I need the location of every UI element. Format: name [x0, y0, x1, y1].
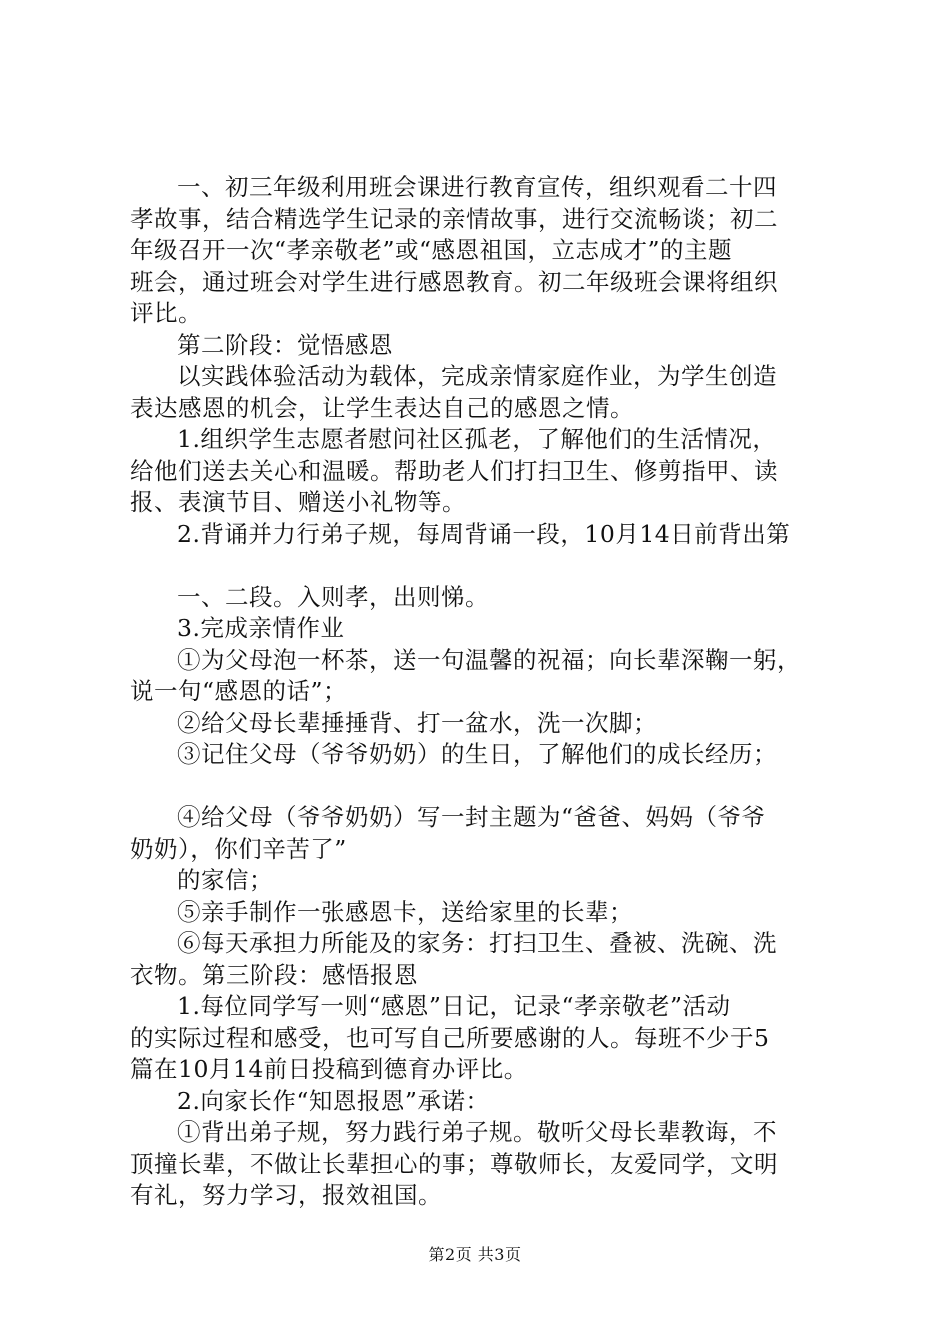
list-item: ①背出弟子规，努力践行弟子规。敬听父母长辈教诲，不 — [177, 1118, 777, 1146]
list-item: ③记住父母（爷爷奶奶）的生日，了解他们的成长经历； — [177, 740, 777, 768]
paragraph-line: 表达感恩的机会，让学生表达自己的感恩之情。 — [130, 393, 634, 422]
paragraph-line: 以实践体验活动为载体，完成亲情家庭作业，为学生创造 — [177, 362, 777, 390]
list-item: 1.组织学生志愿者慰问社区孤老，了解他们的生活情况， — [177, 425, 777, 453]
document-body — [130, 172, 835, 1212]
list-item: 2.向家长作“知恩报恩”承诺： — [177, 1086, 490, 1115]
list-item: ④给父母（爷爷奶奶）写一封主题为“爸爸、妈妈（爷爷 — [177, 803, 766, 831]
list-item: ⑤亲手制作一张感恩卡，送给家里的长辈； — [177, 897, 633, 926]
paragraph-line: 奶奶），你们辛苦了” — [130, 834, 347, 863]
blank-line — [130, 771, 835, 803]
paragraph-line: 评比。 — [130, 299, 202, 327]
paragraph-line: 一、初三年级利用班会课进行教育宣传，组织观看二十四 — [177, 173, 777, 201]
paragraph-line: 顶撞长辈，不做让长辈担心的事；尊敬师长，友爱同学，文明 — [130, 1149, 778, 1178]
paragraph-line: 给他们送去关心和温暖。帮助老人们打扫卫生、修剪指甲、读 — [130, 456, 778, 485]
page-footer — [0, 1242, 950, 1265]
paragraph-line: 有礼，努力学习，报效祖国。 — [130, 1181, 442, 1209]
paragraph-line: 班会，通过班会对学生进行感恩教育。初二年级班会课将组织 — [130, 267, 778, 296]
paragraph-line: 孝故事，结合精选学生记录的亲情故事，进行交流畅谈；初二 — [130, 204, 778, 233]
list-item: 1.每位同学写一则“感恩”日记，记录“孝亲敬老”活动 — [177, 992, 731, 1020]
blank-line — [130, 550, 835, 582]
paragraph-line: 报、表演节目、赠送小礼物等。 — [130, 488, 466, 516]
list-item: 2.背诵并力行弟子规，每周背诵一段，10月14日前背出第 — [177, 519, 791, 548]
list-item: ⑥每天承担力所能及的家务：打扫卫生、叠被、洗碗、洗 — [177, 929, 777, 957]
list-item: ②给父母长辈捶捶背、打一盆水，洗一次脚； — [177, 708, 657, 737]
paragraph-line: 篇在10月14前日投稿到德育办评比。 — [130, 1055, 528, 1083]
paragraph-line: 的家信； — [177, 866, 273, 894]
list-item: 3.完成亲情作业 — [177, 614, 345, 642]
paragraph-line: 说一句“感恩的话”； — [130, 677, 348, 705]
paragraph-line: 年级召开一次“孝亲敬老”或“感恩祖国，立志成才”的主题 — [130, 236, 733, 264]
section-heading: 第二阶段：觉悟感恩 — [177, 330, 393, 359]
list-item: ①为父母泡一杯茶，送一句温馨的祝福；向长辈深鞠一躬， — [177, 645, 801, 674]
paragraph-line: 的实际过程和感受，也可写自己所要感谢的人。每班不少于5 — [130, 1023, 770, 1052]
page-number-label: 第2页 共3页 — [428, 1245, 522, 1264]
paragraph-line: 衣物。第三阶段：感悟报恩 — [130, 960, 418, 989]
paragraph-line: 一、二段。入则孝，出则悌。 — [177, 582, 489, 611]
